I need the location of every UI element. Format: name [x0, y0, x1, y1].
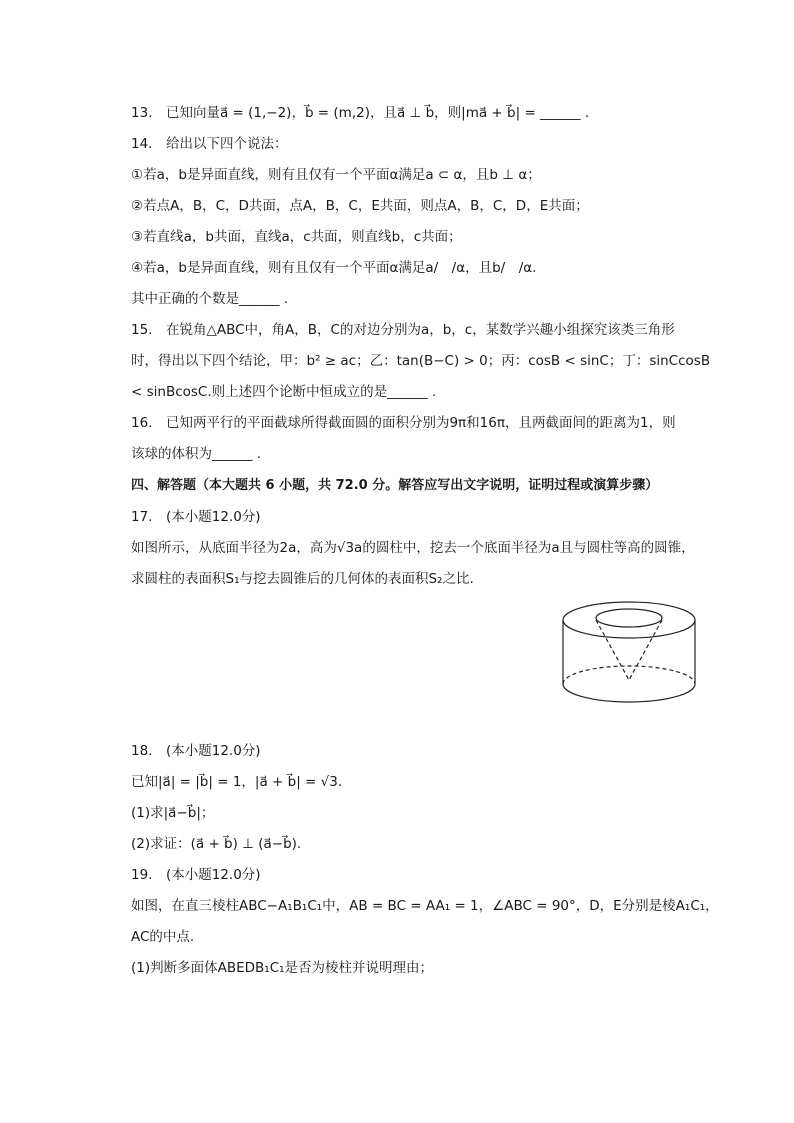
q19-header: 19. (本小题12.0分): [131, 867, 261, 883]
q15-line-3: < sinBcosC.则上述四个论断中恒成立的是______ .: [131, 384, 437, 400]
section-heading: 四、解答题（本大题共 6 小题，共 72.0 分。解答应写出文字说明，证明过程或演算步骤）: [131, 478, 659, 493]
q14-option-1: ①若a，b是异面直线，则有且仅有一个平面α满足a ⊂ α，且b ⊥ α；: [131, 167, 541, 183]
q19-part-1: (1)判断多面体ABEDB₁C₁是否为棱柱并说明理由；: [131, 960, 434, 976]
q19-line-1: 如图，在直三棱柱ABC−A₁B₁C₁中，AB = BC = AA₁ = 1，∠ABC = 90°，D，E分别是棱A₁C₁，: [131, 898, 719, 914]
q16-line-2: 该球的体积为______ .: [131, 446, 262, 462]
q13: 13. 已知向量a⃗ = (1,−2)，b⃗ = (m,2)，且a⃗ ⊥ b⃗，则|ma⃗ + b⃗| = ______ .: [131, 105, 590, 121]
q14-option-3: ③若直线a，b共面，直线a，c共面，则直线b，c共面；: [131, 229, 462, 245]
q14-stem: 14. 给出以下四个说法：: [131, 136, 288, 152]
q18-header: 18. (本小题12.0分): [131, 743, 261, 759]
q16-line-1: 16. 已知两平行的平面截球所得截面圆的面积分别为9π和16π，且两截面间的距离为1，则: [131, 415, 676, 431]
q17-header: 17. (本小题12.0分): [131, 509, 261, 525]
q18-line-1: 已知|a⃗| = |b⃗| = 1，|a⃗ + b⃗| = √3.: [131, 774, 343, 790]
q15-line-2: 时，得出以下四个结论，甲：b² ≥ ac；乙：tan(B−C) > 0；丙：cosB < sinC；丁：sinCcosB: [131, 353, 711, 369]
q14-option-4: ④若a，b是异面直线，则有且仅有一个平面α满足a/ /α，且b/ /α.: [131, 260, 537, 276]
q17-line-1: 如图所示，从底面半径为2a，高为√3a的圆柱中，挖去一个底面半径为a且与圆柱等高的圆锥，: [131, 540, 695, 556]
cylinder-cone-figure: [556, 598, 702, 706]
q14-option-2: ②若点A，B，C，D共面，点A，B，C，E共面，则点A，B，C，D，E共面；: [131, 198, 589, 214]
q15-line-1: 15. 在锐角△ABC中，角A，B，C的对边分别为a，b，c，某数学兴趣小组探究该类三角形: [131, 322, 675, 338]
q18-part-2: (2)求证：(a⃗ + b⃗) ⊥ (a⃗−b⃗).: [131, 836, 302, 852]
q17-line-2: 求圆柱的表面积S₁与挖去圆锥后的几何体的表面积S₂之比.: [131, 571, 474, 587]
q19-line-2: AC的中点.: [131, 929, 195, 945]
q14-question: 其中正确的个数是______ .: [131, 291, 289, 307]
q18-part-1: (1)求|a⃗−b⃗|；: [131, 805, 215, 821]
